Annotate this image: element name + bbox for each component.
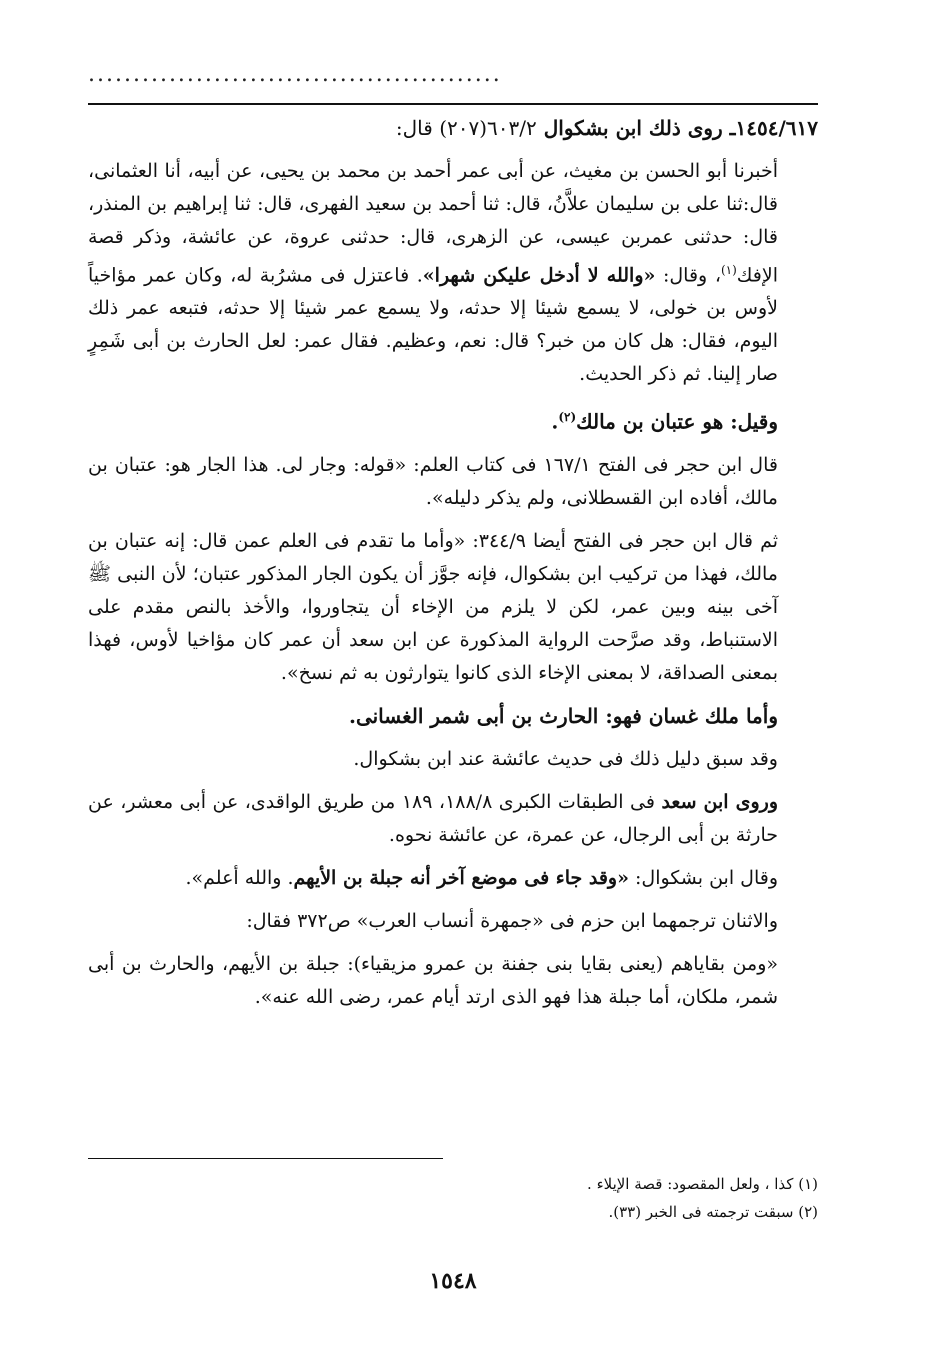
footnote-rule xyxy=(88,1158,443,1159)
footnotes xyxy=(88,1170,818,1226)
book-page xyxy=(88,0,818,1368)
footnote-ref-2: (٢) xyxy=(558,410,577,425)
footnote-ref-1: (١) xyxy=(720,263,737,277)
footnote-1: (١) كذا ، ولعل المقصود: قصة الإيلاء . xyxy=(587,1175,818,1193)
said-line: وقيل: هو عتبان بن مالك$^{(٢)}$. xyxy=(551,409,778,434)
ibn-hazm-intro: والاثنان ترجمهما ابن حزم فى «جمهرة أنساب العرب» ص٣٧٢ فقال: xyxy=(246,909,778,932)
evidence-line: وقد سبق دليل ذلك فى حديث عائشة عند ابن بشكوال. xyxy=(353,747,778,770)
ibn-saad-paragraph: وروى ابن سعد فى الطبقات الكبرى ١٨٨/٨، ١٨٩ من طريق الواقدى، عن أبى معشر، عن حارثة بن أبى الرجال، عن عمرة، عن عائشة نحوه. xyxy=(88,790,779,846)
page-number: ١٥٤٨ xyxy=(429,1268,477,1294)
entry-heading xyxy=(88,112,818,145)
entry-title: روى ذلك ابن بشكوال xyxy=(543,116,723,140)
quote-bold: «والله لا أدخل عليكن شهرا» xyxy=(422,264,656,287)
ibn-hazm-quote: «ومن بقاياهم (يعنى بقايا بنى جفنة بن عمرو مزيقياء): جبلة بن الأيهم، والحارث بن أبى شمر، ملكان، أما جبلة هذا فهو الذى ارتد أيام عمر، رضى الله عنه». xyxy=(88,952,778,1008)
ghassan-king-line: وأما ملك غسان فهو: الحارث بن أبى شمر الغسانى. xyxy=(348,703,778,728)
ibn-hajar-paragraph-2: ثم قال ابن حجر فى الفتح أيضا ٣٤٤/٩: «وأما ما تقدم فى العلم عمن قال: إنه عتبان بن مالك، فهذا من تركيب ابن بشكوال، فإنه جوَّز أن يكون الجار المذكور عتبان؛ لأن النبى ﷺ آخى بينه وبين عمر، لكن لا يلزم من الإخاء أن يتجاوروا، والأخذ بالنص مقدم على الاستنباط، وقد صرَّحت الرواية المذكورة عن ابن سعد أن عمر كان مؤاخيا لأوس، فهذا بمعنى الصداقة، لا بمعنى الإخاء الذى كانوا يتوارثون به ثم نسخ». xyxy=(88,529,779,684)
ibn-hajar-paragraph-1: قال ابن حجر فى الفتح ١٦٧/١ فى كتاب العلم: «قوله: وجار لى. هذا الجار هو: عتبان بن مالك، أفاده ابن القسطلانى، ولم يذكر دليله». xyxy=(88,453,778,509)
footnote-2: (٢) سبقت ترجمته فى الخبر (٣٣). xyxy=(608,1203,818,1221)
entry-number: ١٤٥٤/٦١٧ـ xyxy=(729,116,818,140)
isnad-paragraph: أخبرنا أبو الحسن بن مغيث، عن أبى عمر أحمد بن محمد بن يحيى، عن أبيه، أنا العثمانى، قال:ثنا على بن سليمان علاَّنُ، قال: ثنا أحمد بن سعيد الفهرى، قال: ثنا إبراهيم بن المنذر، قال: حدثنى عمربن عيسى، عن الزهرى، قال: حدثنى عروة، عن عائشة، وذكر قصة الإفك$^{(١)}$، وقال: «والله لا أدخل عليكن شهرا». فاعتزل فى مشرُبة له، وكان عمر مؤاخياً لأوس بن خولى، لا يسمع شيئا إلا حدثه، ولا يسمع عمر شيئا إلا حدثه، فتبعه عمر ذلك اليوم، فقال: هل كان من خبر؟ قال: نعم، وعظيم. فقال عمر: لعل الحارث بن أبى شَمِرٍ صار إلينا. ثم ذكر الحديث. xyxy=(88,160,778,386)
header-rule xyxy=(88,103,818,105)
page-body xyxy=(88,112,818,1024)
ibn-bashkuwal-quote: وقال ابن بشكوال: «وقد جاء فى موضع آخر أنه جبلة بن الأيهم. والله أعلم». xyxy=(185,866,778,889)
entry-ref: ٦٠٣/٢(٢٠٧) قال: xyxy=(395,116,537,140)
header-dotted-line: .............................................. xyxy=(88,62,502,87)
